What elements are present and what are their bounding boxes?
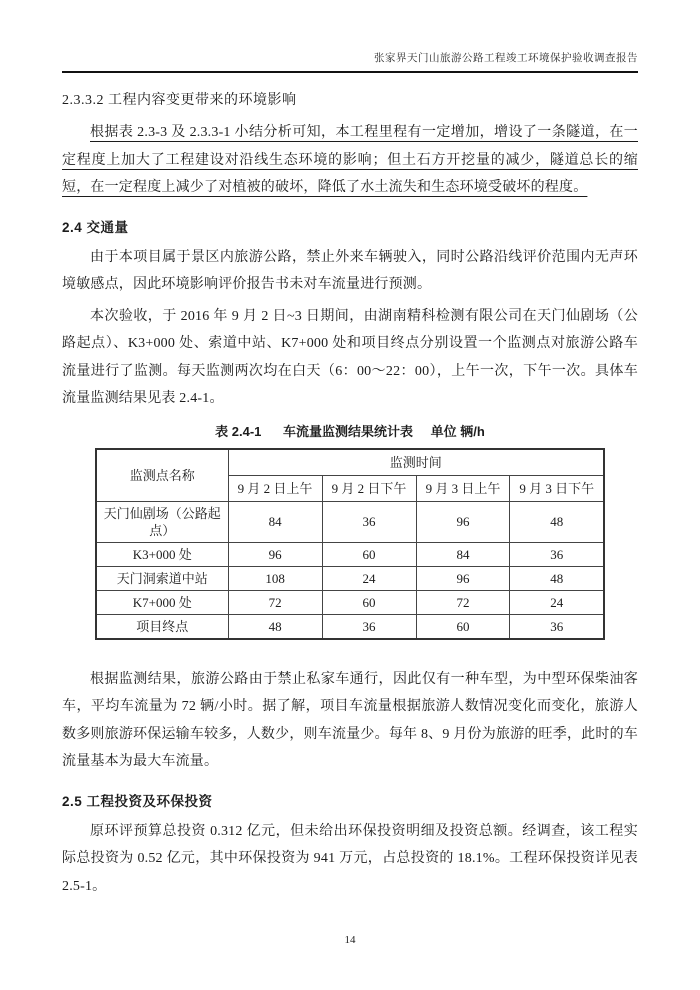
section-heading-2-3-3-2: 2.3.3.2 工程内容变更带来的环境影响 <box>62 93 297 108</box>
column-header-sep2-pm: 9 月 2 日下午 <box>322 475 416 501</box>
paragraph-investment: 原环评预算总投资 0.312 亿元，但未给出环保投资明细及投资总额。经调查，该工程实际总投资为 0.52 亿元，其中环保投资为 941 万元，占总投资的 18.1%。工程环保投资详见表 2.5-1。 <box>62 823 638 894</box>
site-name-cell: 项目终点 <box>96 614 228 639</box>
paragraph-change-impact: 根据表 2.3-3 及 2.3.3-1 小结分析可知，本工程里程有一定增加，增设了一条隧道，在一定程度上加大了工程建设对沿线生态环境的影响；但土石方开挖量的减少，隧道总长的缩短，在一定程度上减少了对植被的破坏，降低了水土流失和生态环境受破坏的程度。 <box>62 125 638 195</box>
value-cell: 36 <box>322 614 416 639</box>
value-cell: 84 <box>228 501 322 542</box>
document-page <box>62 0 638 990</box>
value-cell: 36 <box>510 542 604 566</box>
site-name-cell: 天门仙剧场（公路起点） <box>96 501 228 542</box>
table-caption-unit: 单位 辆/h <box>430 423 485 439</box>
column-header-sep3-pm: 9 月 3 日下午 <box>510 475 604 501</box>
table-caption <box>62 421 638 440</box>
table-caption-label: 表 2.4-1 <box>215 423 262 439</box>
section-heading-2-5: 2.5 工程投资及环保投资 <box>62 793 213 809</box>
value-cell: 48 <box>228 614 322 639</box>
site-name-cell: 天门洞索道中站 <box>96 566 228 590</box>
column-header-group-time: 监测时间 <box>228 449 604 476</box>
table-row <box>96 501 604 542</box>
value-cell: 36 <box>322 501 416 542</box>
column-header-sep3-am: 9 月 3 日上午 <box>416 475 510 501</box>
column-header-site: 监测点名称 <box>96 449 228 502</box>
running-header-text: 张家界天门山旅游公路工程竣工环境保护验收调查报告 <box>374 53 638 64</box>
table-row <box>96 566 604 590</box>
value-cell: 96 <box>416 501 510 542</box>
section-heading-2-4: 2.4 交通量 <box>62 219 129 235</box>
value-cell: 72 <box>228 590 322 614</box>
value-cell: 60 <box>322 590 416 614</box>
value-cell: 72 <box>416 590 510 614</box>
page-number: 14 <box>344 934 356 946</box>
value-cell: 96 <box>228 542 322 566</box>
traffic-monitoring-table <box>95 448 605 640</box>
site-name-cell: K7+000 处 <box>96 590 228 614</box>
value-cell: 24 <box>322 566 416 590</box>
column-header-sep2-am: 9 月 2 日上午 <box>228 475 322 501</box>
value-cell: 60 <box>322 542 416 566</box>
table-row <box>96 542 604 566</box>
table-row <box>96 614 604 639</box>
running-header <box>62 50 638 73</box>
value-cell: 96 <box>416 566 510 590</box>
paragraph-monitoring-setup: 本次验收，于 2016 年 9 月 2 日~3 日期间，由湖南精科检测有限公司在天门仙剧场（公路起点）、K3+000 处、索道中站、K7+000 处和项目终点分别设置一个监测点对旅游公路车流量进行了监测。每天监测两次均在白天（6：00～22：00），上午一次，下午一次。具体车流量监测结果见表 2.4-1。 <box>62 308 638 406</box>
value-cell: 48 <box>510 501 604 542</box>
paragraph-monitoring-result: 根据监测结果，旅游公路由于禁止私家车通行，因此仅有一种车型，为中型环保柴油客车，平均车流量为 72 辆/小时。据了解，项目车流量根据旅游人数情况变化而变化，旅游人数多则旅游环保运输车较多，人数少，则车流量少。每年 8、9 月份为旅游的旺季，此时的车流量基本为最大车流量。 <box>62 671 638 769</box>
value-cell: 24 <box>510 590 604 614</box>
table-caption-title: 车流量监测结果统计表 <box>283 423 414 439</box>
value-cell: 48 <box>510 566 604 590</box>
value-cell: 84 <box>416 542 510 566</box>
value-cell: 36 <box>510 614 604 639</box>
paragraph-traffic-no-forecast: 由于本项目属于景区内旅游公路，禁止外来车辆驶入，同时公路沿线评价范围内无声环境敏感点，因此环境影响评价报告书未对车流量进行预测。 <box>62 249 638 292</box>
value-cell: 60 <box>416 614 510 639</box>
table-row <box>96 590 604 614</box>
value-cell: 108 <box>228 566 322 590</box>
table-header-row-group <box>96 449 604 476</box>
site-name-cell: K3+000 处 <box>96 542 228 566</box>
